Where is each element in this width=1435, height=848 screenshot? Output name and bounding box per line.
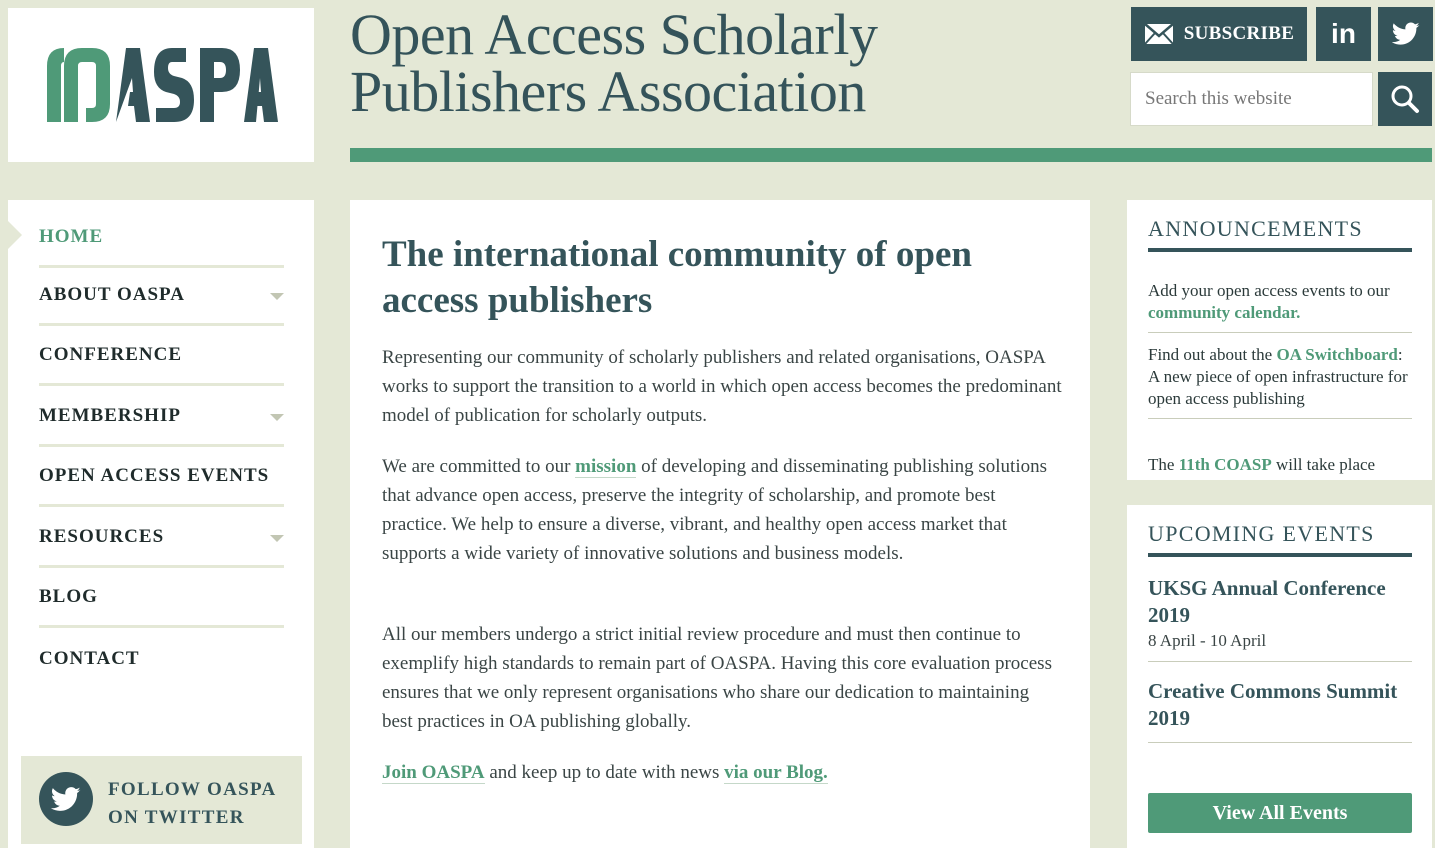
- announcement-item: [1148, 280, 1412, 333]
- text-span: Find out about the: [1148, 345, 1277, 364]
- text-span: of developing and disseminating publishing solutions that advance open access, preserve the integrity of scholarship, and promote best practice. We help to ensure a diverse, vibrant, and healthy open access market that supports a wide variety of innovative solutions and business models.: [382, 456, 1047, 564]
- view-all-events-button[interactable]: View All Events: [1148, 793, 1412, 833]
- event-title[interactable]: UKSG Annual Conference 2019: [1148, 576, 1386, 627]
- site-title: [350, 2, 878, 124]
- text-span: Add your open access events to our: [1148, 281, 1390, 300]
- intro-paragraph: Representing our community of scholarly publishers and related organisations, OASPA works to support the transition to a world in which open access becomes the predominant model of publication for scholarly outputs.: [382, 347, 1062, 426]
- text-span: will take place: [1271, 455, 1376, 474]
- nav-item-resources[interactable]: [39, 508, 284, 568]
- nav-item-home[interactable]: [39, 208, 284, 268]
- nav-item-about-oaspa[interactable]: [39, 266, 284, 326]
- text-span: and keep up to date with news: [484, 762, 725, 783]
- nav-label: BLOG: [39, 585, 98, 607]
- header-divider-bar: [350, 148, 1432, 162]
- search-button[interactable]: [1378, 72, 1432, 126]
- follow-line2: ON TWITTER: [108, 807, 245, 828]
- community-calendar-link[interactable]: community calendar.: [1148, 303, 1301, 322]
- chevron-down-icon[interactable]: [270, 414, 284, 421]
- announcements-widget: [1127, 200, 1432, 480]
- nav-item-open-access-events[interactable]: [39, 447, 284, 507]
- mission-link[interactable]: mission: [575, 456, 637, 477]
- twitter-circle-icon: [39, 772, 93, 826]
- linkedin-icon: in: [1331, 18, 1356, 49]
- oaspa-logo[interactable]: [42, 42, 282, 126]
- envelope-icon: [1144, 23, 1174, 45]
- logo-container[interactable]: [8, 8, 314, 162]
- mission-paragraph: [382, 452, 1062, 568]
- membership-paragraph: All our members undergo a strict initial review procedure and must then continue to exemplify high standards to remain part of OASPA. Having this core evaluation process ensures that we only represent organisations who share our dedication to maintaining best practices in OA publishing globally.: [382, 624, 1052, 732]
- coasp-link[interactable]: 11th COASP: [1178, 455, 1272, 474]
- active-indicator: [8, 221, 22, 249]
- text-span: We are committed to our: [382, 456, 576, 477]
- twitter-icon: [1392, 22, 1420, 46]
- announcements-title: ANNOUNCEMENTS: [1148, 216, 1412, 252]
- site-title-line2: Publishers Association: [350, 59, 866, 124]
- upcoming-events-widget: [1127, 505, 1432, 848]
- search-icon: [1390, 84, 1420, 114]
- nav-label: ABOUT OASPA: [39, 283, 185, 305]
- main-content: [350, 200, 1090, 848]
- site-title-line1: Open Access Scholarly: [350, 2, 878, 67]
- nav-label: CONTACT: [39, 648, 140, 669]
- event-item[interactable]: [1148, 678, 1412, 743]
- page-heading: The international community of open access publishers: [382, 234, 972, 321]
- follow-twitter-label: [108, 776, 277, 832]
- text-span: The: [1148, 455, 1179, 474]
- nav-label: RESOURCES: [39, 525, 165, 547]
- nav-item-blog[interactable]: [39, 568, 284, 628]
- follow-twitter-link[interactable]: [21, 756, 302, 844]
- follow-line1: FOLLOW OASPA: [108, 779, 277, 800]
- text-span: : A new piece of open infrastructure for open access publishing: [1148, 345, 1408, 408]
- subscribe-label: SUBSCRIBE: [1183, 23, 1295, 44]
- join-paragraph: [382, 758, 1062, 787]
- linkedin-button[interactable]: [1316, 7, 1371, 61]
- search-input[interactable]: [1130, 72, 1373, 126]
- announcement-item: [1148, 454, 1412, 480]
- nav-item-membership[interactable]: [39, 387, 284, 447]
- nav-label: CONFERENCE: [39, 343, 183, 365]
- subscribe-button[interactable]: [1131, 7, 1307, 61]
- event-date: 8 April - 10 April: [1148, 631, 1267, 650]
- join-oaspa-link[interactable]: Join OASPA: [382, 762, 485, 783]
- event-item[interactable]: [1148, 575, 1412, 662]
- nav-label: MEMBERSHIP: [39, 404, 181, 426]
- nav-label: HOME: [39, 225, 104, 247]
- blog-link[interactable]: via our Blog.: [724, 762, 828, 783]
- nav-label: OPEN ACCESS EVENTS: [39, 464, 270, 486]
- events-title: UPCOMING EVENTS: [1148, 521, 1412, 557]
- event-title[interactable]: Creative Commons Summit 2019: [1148, 679, 1398, 730]
- sidebar-nav: [8, 200, 314, 848]
- chevron-down-icon[interactable]: [270, 293, 284, 300]
- twitter-button[interactable]: [1378, 7, 1433, 61]
- nav-item-conference[interactable]: [39, 326, 284, 386]
- chevron-down-icon[interactable]: [270, 535, 284, 542]
- twitter-bird-icon: [51, 787, 81, 812]
- announcement-item: [1148, 344, 1412, 419]
- oa-switchboard-link[interactable]: OA Switchboard: [1276, 345, 1398, 364]
- nav-item-contact[interactable]: [39, 629, 284, 689]
